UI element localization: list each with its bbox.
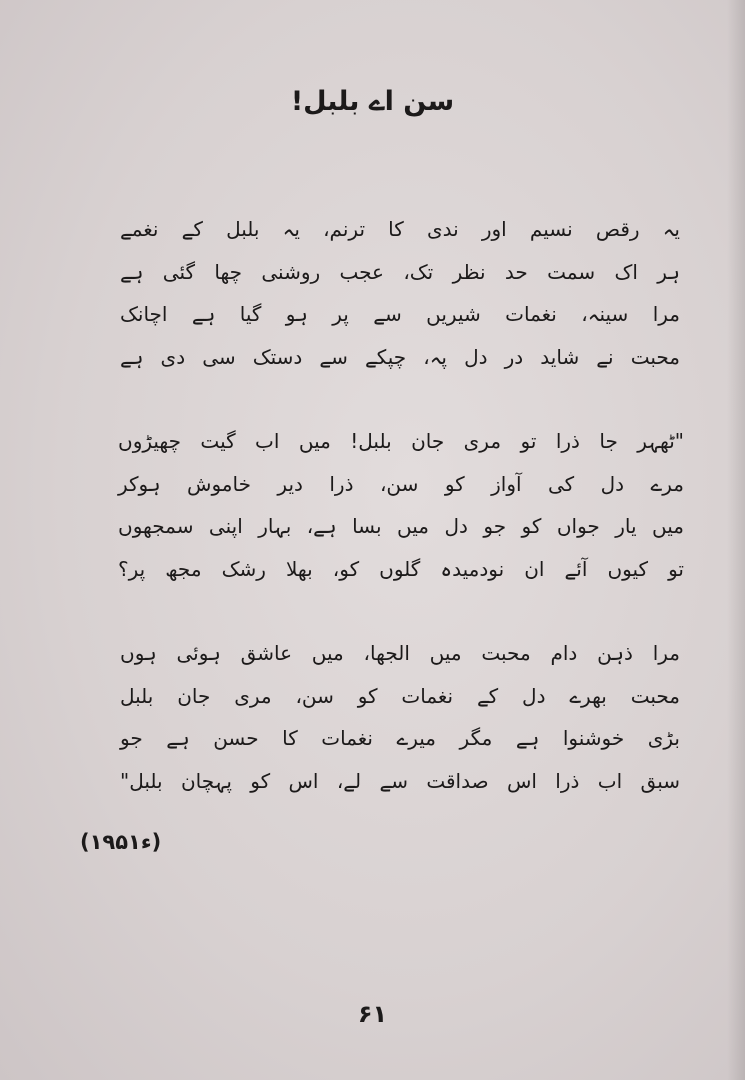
verse-line: یہ رقص نسیم اور ندی کا ترنم، یہ بلبل کے نغمے: [120, 217, 680, 241]
verse-line: "ٹھہر جا ذرا تو مری جان بلبل! میں اب گیت چھیڑوں: [118, 429, 684, 453]
verse-line: تو کیوں آئے ان نودمیدہ گلوں کو، بھلا رشک مجھ پر؟: [118, 556, 684, 581]
stanza-1: [120, 208, 680, 378]
verse-line: میں یار جواں کو جو دل میں بسا ہے، بہار اپنی سمجھوں: [118, 514, 684, 538]
verse-line: مرے دل کی آواز کو سن، ذرا دیر خاموش ہوکر: [118, 471, 684, 496]
verse-line: مرا سینہ، نغمات شیریں سے پر ہو گیا ہے اچانک: [120, 302, 680, 326]
poem-title: سن اے بلبل!: [290, 86, 455, 117]
verse-line: سبق اب ذرا اس صداقت سے لے، اس کو پہچان بلبل": [120, 768, 680, 793]
stanza-3: [120, 632, 680, 802]
verse-line: ہر اک سمت حد نظر تک، عجب روشنی چھا گئی ہے: [120, 259, 680, 284]
verse-line: بڑی خوشنوا ہے مگر میرے نغمات کا حسن ہے جو: [120, 726, 680, 750]
verse-line: محبت بھرے دل کے نغمات کو سن، مری جان بلبل: [120, 683, 680, 708]
stanza-2: [118, 420, 684, 590]
page-edge-shadow: [727, 0, 745, 1080]
page-number: ۶۱: [357, 1000, 388, 1028]
year-note: (۱۹۵۱ء): [80, 830, 162, 854]
verse-line: محبت نے شاید در دل پہ، چپکے سے دستک سی دی ہے: [120, 344, 680, 369]
verse-line: مرا ذہن دام محبت میں الجھا، میں عاشق ہوئی ہوں: [120, 641, 680, 665]
